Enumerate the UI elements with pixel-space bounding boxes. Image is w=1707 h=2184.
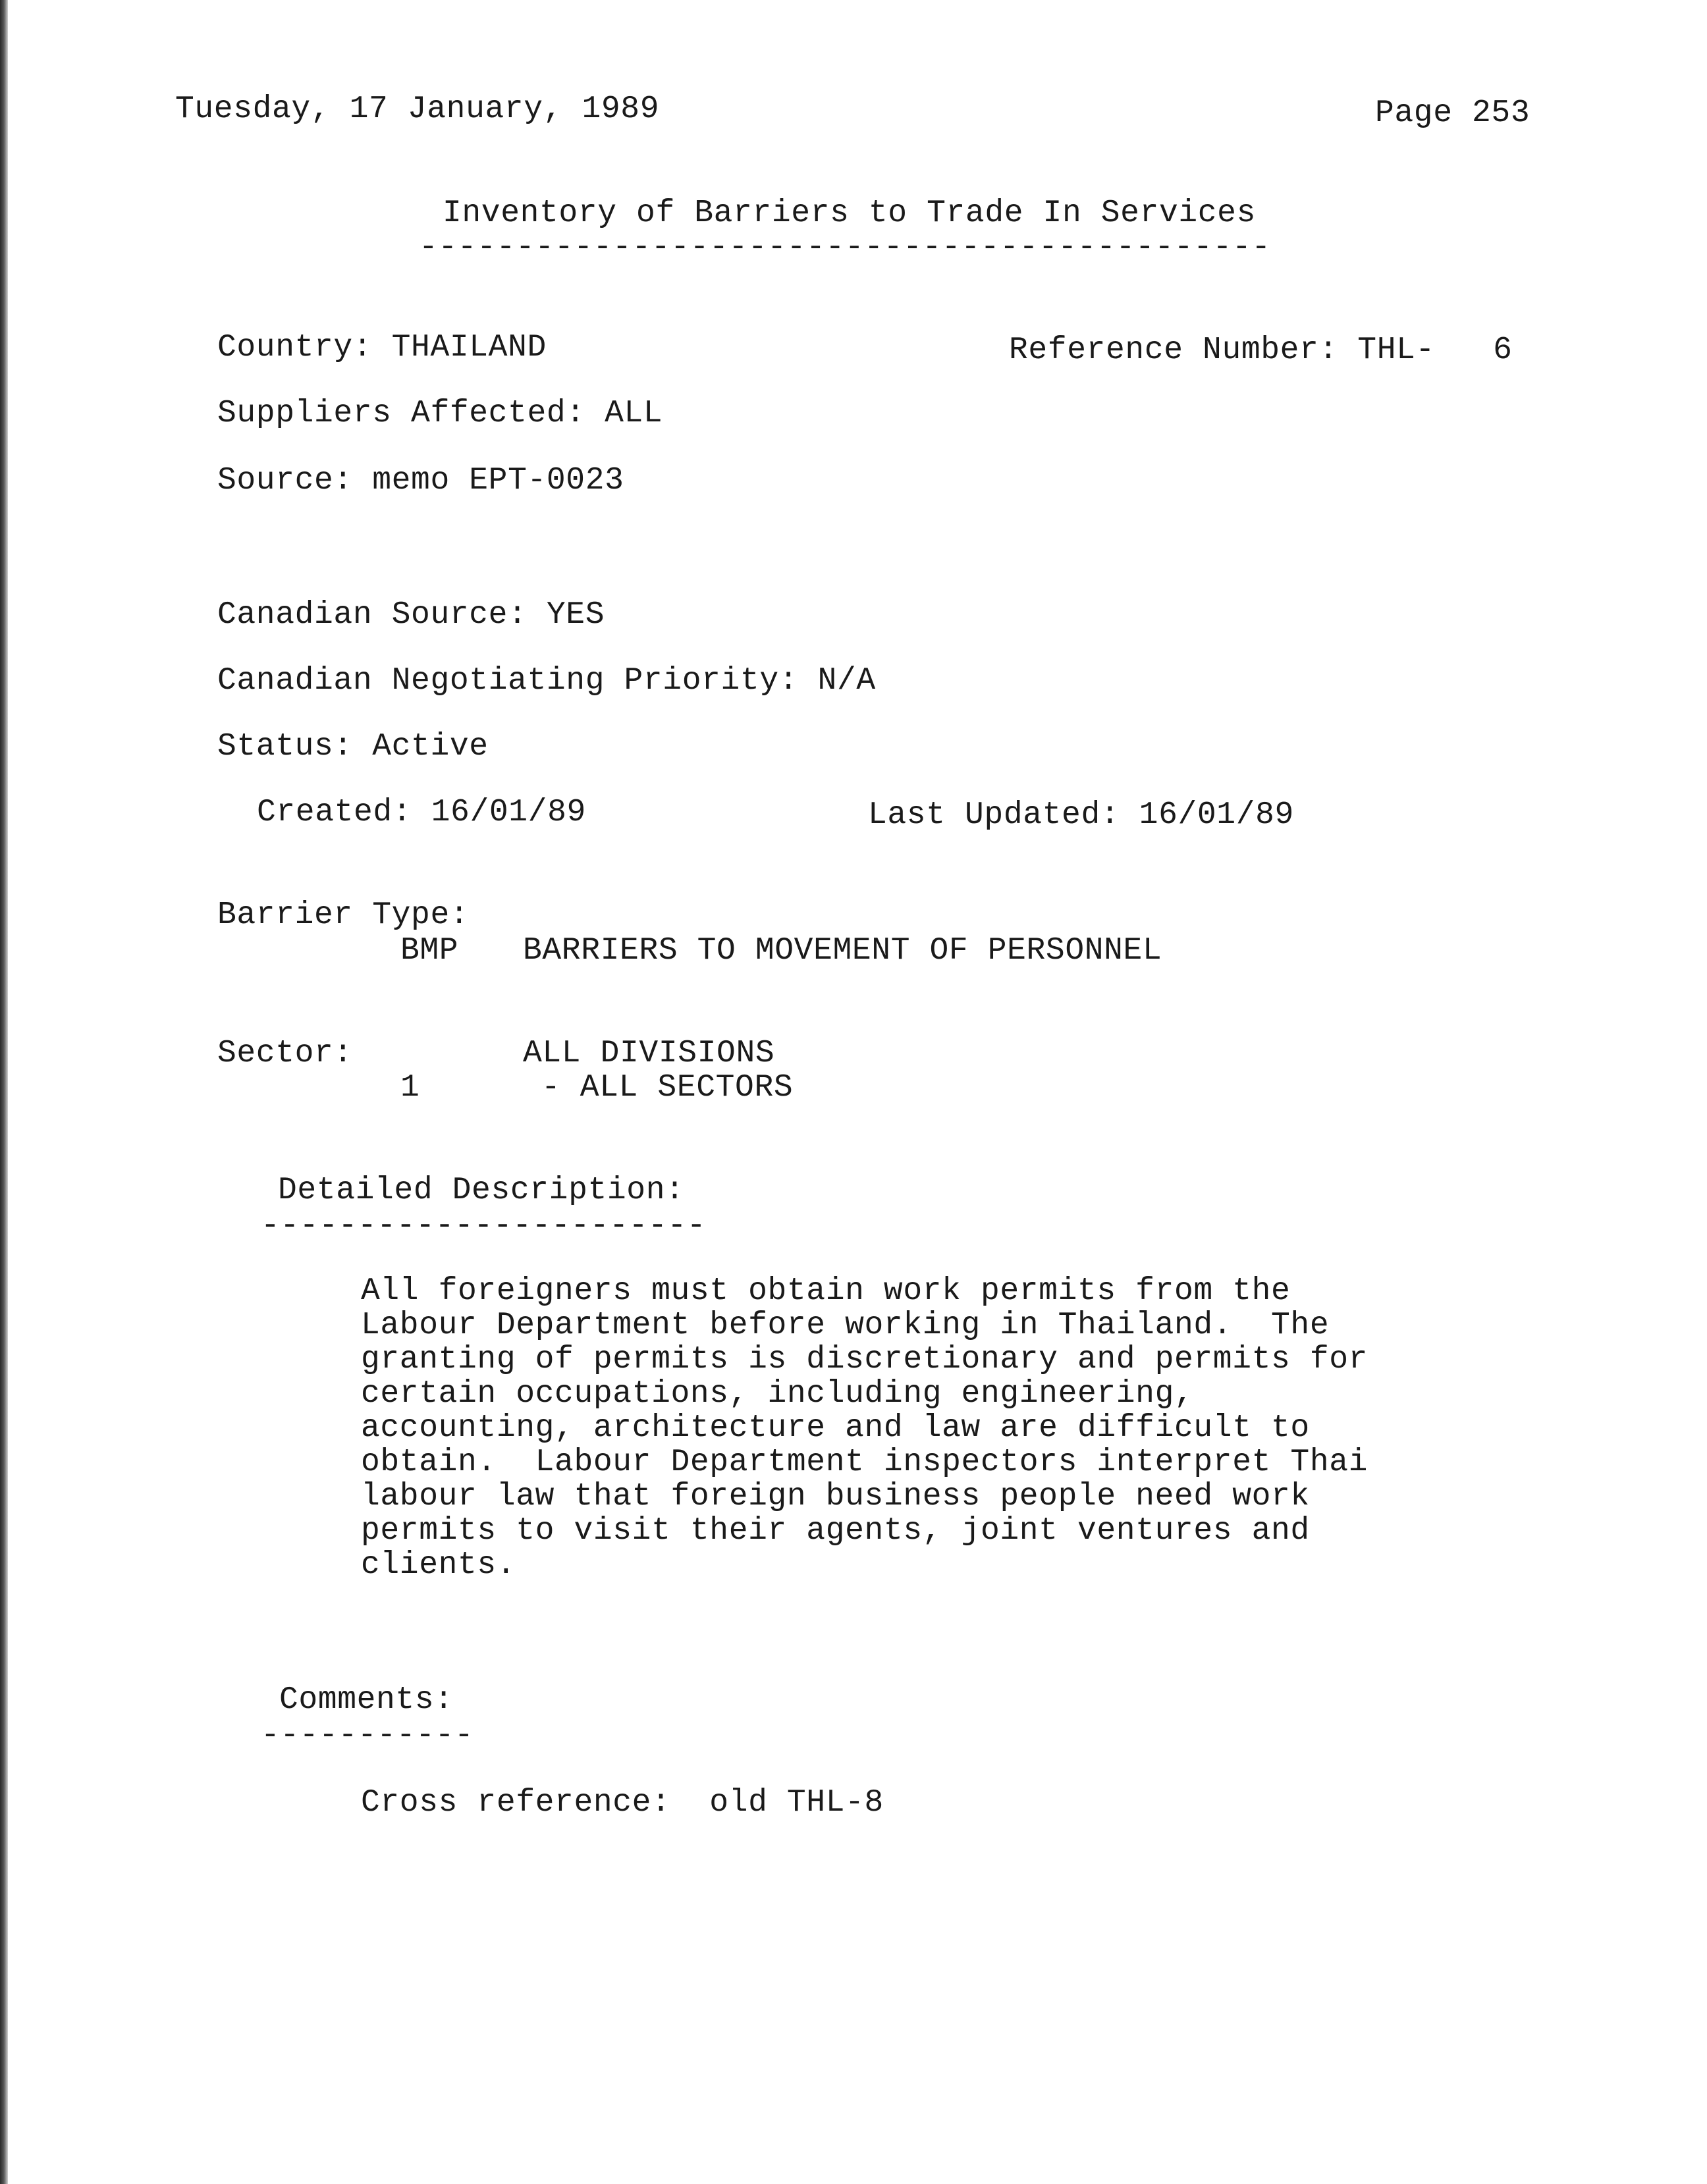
detailed-description-underline: ----------------------- bbox=[261, 1208, 707, 1244]
comments-heading: Comments: bbox=[279, 1682, 454, 1718]
status-field: Status: Active bbox=[217, 729, 489, 764]
document-title: Inventory of Barriers to Trade In Services bbox=[443, 196, 1256, 231]
header-date: Tuesday, 17 January, 1989 bbox=[175, 92, 660, 127]
barrier-description: BARRIERS TO MOVEMENT OF PERSONNEL bbox=[523, 933, 1162, 969]
detailed-description-heading: Detailed Description: bbox=[278, 1173, 685, 1208]
reference-number-field: Reference Number: THL- 6 bbox=[1009, 333, 1513, 368]
page-number: Page 253 bbox=[1375, 95, 1531, 131]
detailed-description-text: All foreigners must obtain work permits from the Labour Department before working in Thailand. The granting of permits is discretionary and permits for certain occupations, including engineering, accounting, architecture and law are difficult to obtain. Labour Department inspectors interpret Thai labour law that foreign business people need work permits to visit their agents, joint ventures and clients. bbox=[361, 1273, 1368, 1583]
barrier-type-label: Barrier Type: bbox=[217, 897, 470, 933]
scan-edge bbox=[0, 0, 8, 2184]
country-field: Country: THAILAND bbox=[217, 330, 547, 365]
source-field: Source: memo EPT-0023 bbox=[217, 463, 624, 498]
canadian-source-field: Canadian Source: YES bbox=[217, 597, 605, 633]
barrier-code: BMP bbox=[400, 933, 459, 969]
created-field: Created: 16/01/89 bbox=[257, 795, 586, 830]
sector-division: ALL DIVISIONS bbox=[523, 1036, 775, 1071]
sector-name: - ALL SECTORS bbox=[541, 1070, 794, 1105]
title-underline: -------------------------------------------- bbox=[419, 230, 1271, 265]
cross-reference-text: Cross reference: old THL-8 bbox=[361, 1785, 884, 1821]
suppliers-affected-field: Suppliers Affected: ALL bbox=[217, 396, 663, 431]
sector-number: 1 bbox=[400, 1070, 420, 1105]
sector-label: Sector: bbox=[217, 1036, 353, 1071]
comments-underline: ----------- bbox=[261, 1718, 474, 1753]
negotiating-priority-field: Canadian Negotiating Priority: N/A bbox=[217, 663, 876, 699]
last-updated-field: Last Updated: 16/01/89 bbox=[868, 797, 1294, 833]
